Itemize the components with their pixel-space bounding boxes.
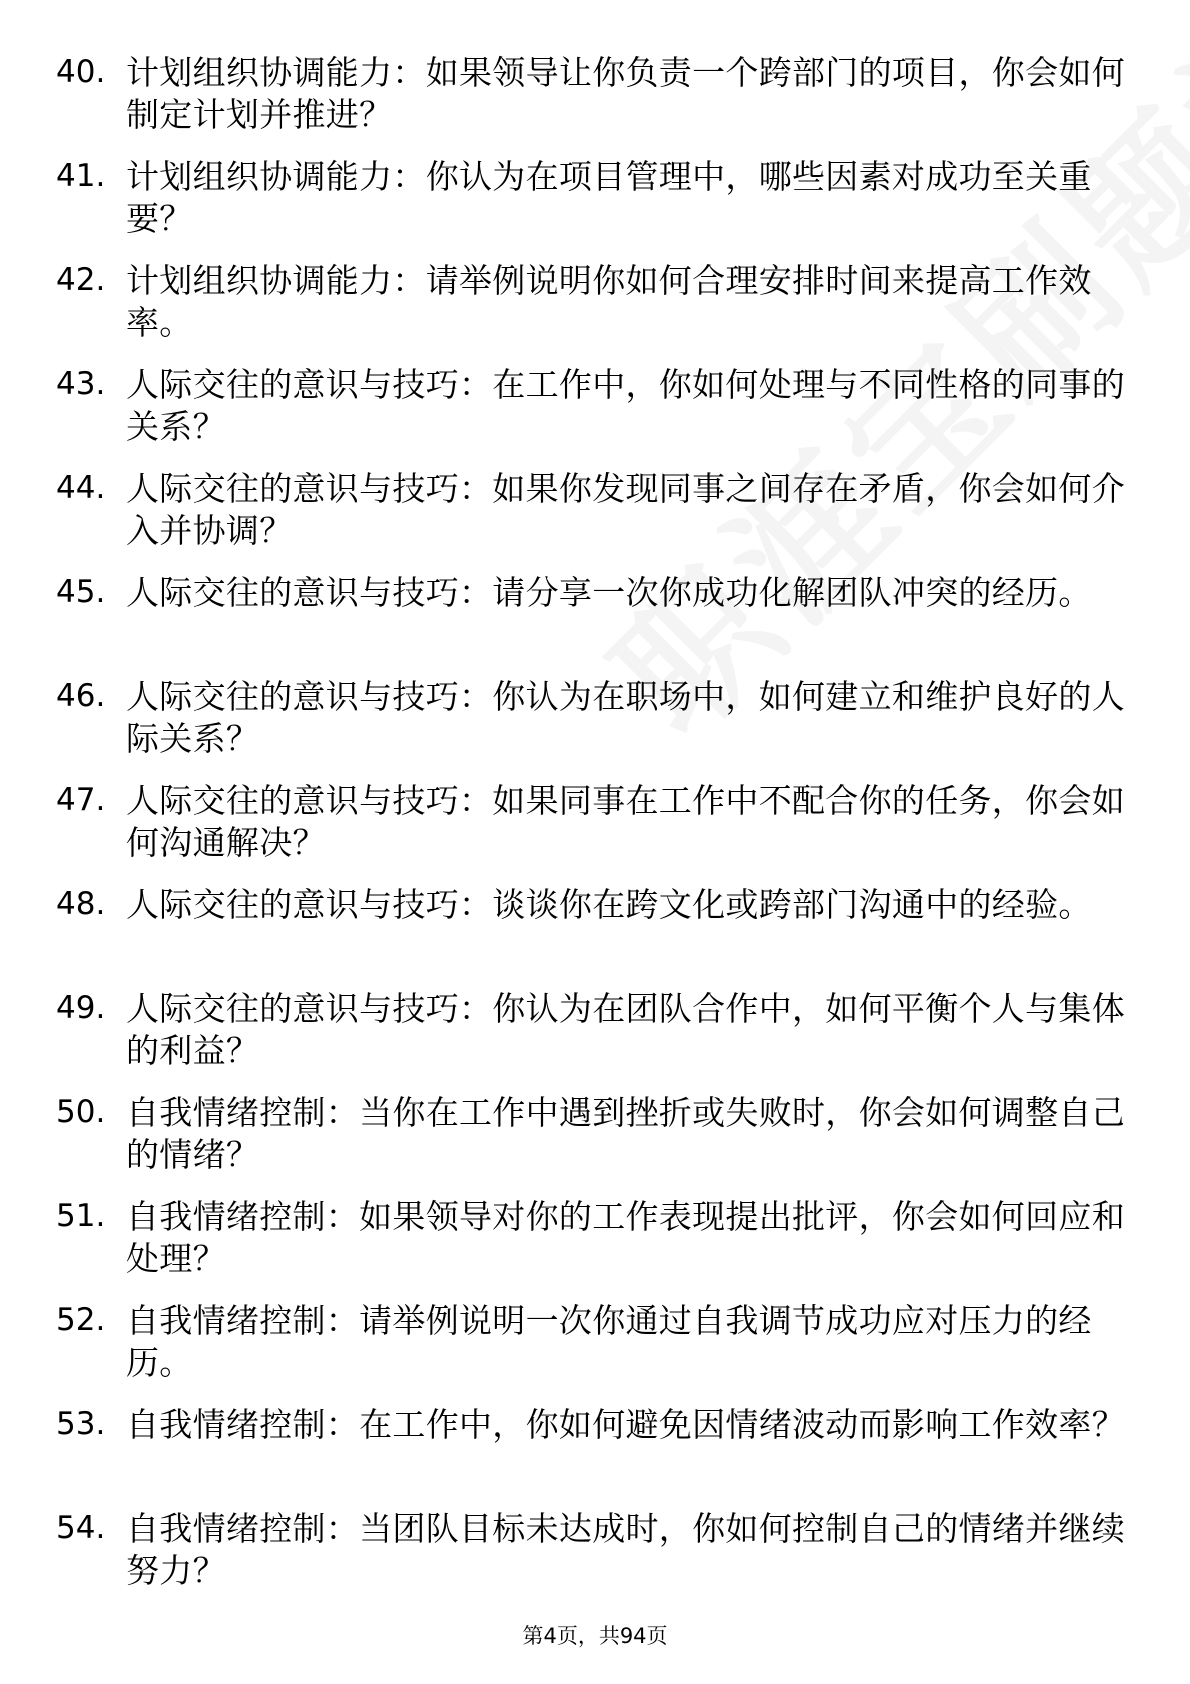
question-text: 人际交往的意识与技巧：如果你发现同事之间存在矛盾，你会如何介入并协调？ (126, 469, 1125, 550)
question-text: 自我情绪控制：请举例说明一次你通过自我调节成功应对压力的经历。 (126, 1301, 1092, 1382)
question-item (0, 1092, 1190, 1196)
question-number: 46. (56, 678, 106, 714)
question-text: 人际交往的意识与技巧：谈谈你在跨文化或跨部门沟通中的经验。 (126, 885, 1092, 924)
question-number: 48. (56, 886, 106, 922)
question-item (0, 260, 1190, 364)
question-number: 40. (56, 54, 106, 90)
question-number: 51. (56, 1198, 106, 1234)
question-number: 42. (56, 262, 106, 298)
question-text: 计划组织协调能力：如果领导让你负责一个跨部门的项目，你会如何制定计划并推进？ (126, 53, 1125, 134)
question-item (0, 52, 1190, 156)
question-item (0, 1196, 1190, 1300)
question-text: 人际交往的意识与技巧：在工作中，你如何处理与不同性格的同事的关系？ (126, 365, 1125, 446)
question-list (0, 52, 1190, 1612)
question-number: 47. (56, 782, 106, 818)
question-number: 45. (56, 574, 106, 610)
question-number: 53. (56, 1406, 106, 1442)
question-number: 41. (56, 158, 106, 194)
question-item (0, 572, 1190, 676)
question-item (0, 1508, 1190, 1612)
question-text: 自我情绪控制：如果领导对你的工作表现提出批评，你会如何回应和处理？ (126, 1197, 1125, 1278)
page-footer: 第4页，共94页 (522, 1624, 668, 1648)
question-text: 人际交往的意识与技巧：你认为在职场中，如何建立和维护良好的人际关系？ (126, 677, 1125, 758)
question-item (0, 156, 1190, 260)
question-item (0, 780, 1190, 884)
question-text: 人际交往的意识与技巧：请分享一次你成功化解团队冲突的经历。 (126, 573, 1092, 612)
question-number: 50. (56, 1094, 106, 1130)
question-number: 52. (56, 1302, 106, 1338)
question-item (0, 1404, 1190, 1508)
question-item (0, 988, 1190, 1092)
question-number: 54. (56, 1510, 106, 1546)
question-text: 自我情绪控制：在工作中，你如何避免因情绪波动而影响工作效率？ (126, 1405, 1125, 1444)
question-item (0, 884, 1190, 988)
question-number: 49. (56, 990, 106, 1026)
question-text: 计划组织协调能力：请举例说明你如何合理安排时间来提高工作效率。 (126, 261, 1092, 342)
question-number: 44. (56, 470, 106, 506)
question-number: 43. (56, 366, 106, 402)
question-text: 计划组织协调能力：你认为在项目管理中，哪些因素对成功至关重要？ (126, 157, 1092, 238)
question-text: 自我情绪控制：当团队目标未达成时，你如何控制自己的情绪并继续努力？ (126, 1509, 1125, 1590)
question-item (0, 1300, 1190, 1404)
question-text: 人际交往的意识与技巧：你认为在团队合作中，如何平衡个人与集体的利益？ (126, 989, 1125, 1070)
question-item (0, 676, 1190, 780)
question-item (0, 468, 1190, 572)
question-text: 人际交往的意识与技巧：如果同事在工作中不配合你的任务，你会如何沟通解决？ (126, 781, 1125, 862)
question-text: 自我情绪控制：当你在工作中遇到挫折或失败时，你会如何调整自己的情绪？ (126, 1093, 1125, 1174)
question-item (0, 364, 1190, 468)
